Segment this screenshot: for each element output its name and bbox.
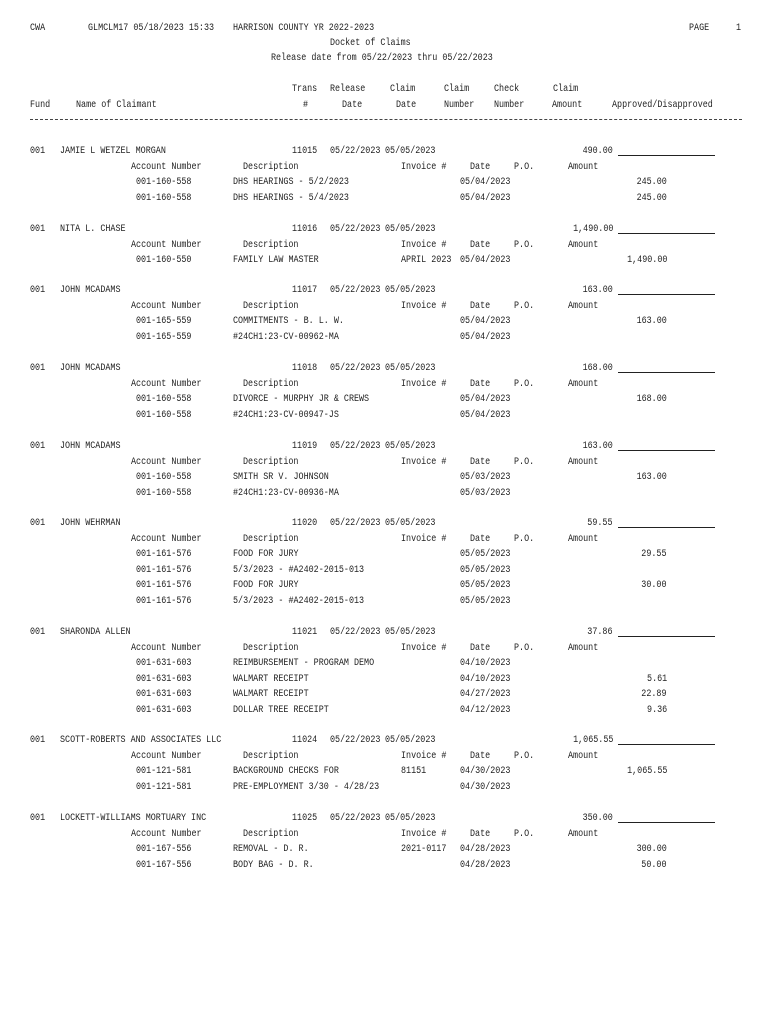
sub-header-invoice: Invoice # [401, 532, 447, 545]
line-description: FOOD FOR JURY [233, 579, 299, 591]
sub-header-po: P.O. [514, 455, 535, 468]
col-claim-number-bottom: Number [444, 99, 475, 111]
sub-header-account: Account Number [131, 455, 202, 468]
sub-header-po: P.O. [514, 827, 535, 840]
line-description: BODY BAG - D. R. [233, 858, 314, 871]
sub-header-invoice: Invoice # [401, 641, 447, 654]
claimant-name: JOHN MCADAMS [60, 284, 121, 296]
claim-amount: 350.00 [582, 812, 613, 824]
line-account: 001-167-556 [136, 843, 192, 855]
line-description: DIVORCE - MURPHY JR & CREWS [233, 393, 370, 405]
sub-header-date: Date [470, 455, 491, 468]
sub-header-po: P.O. [514, 377, 535, 390]
claim-fund: 001 [30, 734, 46, 746]
sub-header-date: Date [470, 299, 491, 312]
sub-header-description: Description [243, 641, 299, 654]
sub-header-description: Description [243, 238, 299, 251]
line-date: 04/12/2023 [460, 703, 511, 716]
line-date: 04/28/2023 [460, 843, 511, 855]
claim-fund: 001 [30, 362, 46, 374]
approval-line[interactable] [618, 294, 715, 295]
claim-release-date: 05/22/2023 [330, 223, 381, 235]
line-account: 001-160-558 [136, 393, 192, 405]
line-amount: 1,065.55 [626, 765, 667, 777]
sub-header-invoice: Invoice # [401, 238, 447, 251]
line-account: 001-165-559 [136, 330, 192, 343]
claim-trans-number: 11018 [292, 362, 318, 374]
page-label: PAGE [689, 22, 710, 34]
sub-header-po: P.O. [514, 641, 535, 654]
col-claim-date: Claim [390, 83, 416, 95]
line-account: 001-631-603 [136, 703, 192, 716]
line-date: 05/05/2023 [460, 579, 511, 591]
line-date: 05/04/2023 [460, 330, 511, 343]
sub-header-account: Account Number [131, 749, 202, 762]
sub-header-amount: Amount [568, 641, 599, 654]
claim-amount: 59.55 [587, 517, 613, 529]
claim-date: 05/05/2023 [385, 812, 436, 824]
line-account: 001-631-603 [136, 672, 192, 685]
line-invoice: 81151 [401, 765, 427, 777]
claim-release-date: 05/22/2023 [330, 812, 381, 824]
line-invoice: 2021-0117 [401, 843, 447, 855]
line-account: 001-167-556 [136, 858, 192, 871]
sub-header-invoice: Invoice # [401, 377, 447, 390]
line-account: 001-160-558 [136, 408, 192, 421]
line-date: 04/30/2023 [460, 765, 511, 777]
line-description: DOLLAR TREE RECEIPT [233, 703, 329, 716]
sub-header-date: Date [470, 749, 491, 762]
sub-header-description: Description [243, 532, 299, 545]
sub-header-po: P.O. [514, 160, 535, 173]
sub-header-account: Account Number [131, 377, 202, 390]
sub-header-amount: Amount [568, 377, 599, 390]
sub-header-account: Account Number [131, 299, 202, 312]
claim-fund: 001 [30, 440, 46, 452]
sub-header-account: Account Number [131, 641, 202, 654]
sub-header-description: Description [243, 749, 299, 762]
line-date: 04/28/2023 [460, 858, 511, 871]
line-date: 05/03/2023 [460, 471, 511, 483]
sub-header-date: Date [470, 532, 491, 545]
line-account: 001-161-576 [136, 594, 192, 607]
line-description: COMMITMENTS - B. L. W. [233, 315, 344, 327]
line-invoice: APRIL 2023 [401, 254, 452, 266]
claim-release-date: 05/22/2023 [330, 626, 381, 638]
sub-header-account: Account Number [131, 827, 202, 840]
claimant-name: SHARONDA ALLEN [60, 626, 131, 638]
line-account: 001-631-603 [136, 657, 192, 669]
sub-header-po: P.O. [514, 532, 535, 545]
line-date: 04/10/2023 [460, 672, 511, 685]
page-subtitle: Release date from 05/22/2023 thru 05/22/2023 [271, 52, 493, 64]
col-fund: Fund [30, 99, 51, 111]
claim-amount: 37.86 [587, 626, 613, 638]
line-date: 05/04/2023 [460, 191, 511, 204]
claim-trans-number: 11020 [292, 517, 318, 529]
claim-amount: 163.00 [582, 440, 613, 452]
line-description: DHS HEARINGS - 5/2/2023 [233, 176, 349, 188]
line-description: WALMART RECEIPT [233, 672, 309, 685]
claim-fund: 001 [30, 284, 46, 296]
sub-header-invoice: Invoice # [401, 827, 447, 840]
col-trans-bottom: # [303, 99, 309, 111]
line-description: BACKGROUND CHECKS FOR [233, 765, 339, 777]
line-amount: 1,490.00 [626, 254, 667, 266]
line-account: 001-160-558 [136, 191, 192, 204]
line-description: PRE-EMPLOYMENT 3/30 - 4/28/23 [233, 780, 380, 793]
line-description: #24CH1:23-CV-00947-JS [233, 408, 339, 421]
claim-release-date: 05/22/2023 [330, 362, 381, 374]
line-date: 05/05/2023 [460, 548, 511, 560]
claim-amount: 168.00 [582, 362, 613, 374]
line-description: SMITH SR V. JOHNSON [233, 471, 329, 483]
claim-amount: 1,490.00 [572, 223, 613, 235]
line-amount: 5.61 [646, 672, 667, 685]
claim-amount: 1,065.55 [572, 734, 613, 746]
approval-line[interactable] [618, 233, 715, 234]
sub-header-invoice: Invoice # [401, 160, 447, 173]
sub-header-description: Description [243, 377, 299, 390]
sub-header-po: P.O. [514, 299, 535, 312]
claim-amount: 490.00 [582, 145, 613, 157]
sub-header-description: Description [243, 299, 299, 312]
line-date: 04/10/2023 [460, 657, 511, 669]
claimant-name: LOCKETT-WILLIAMS MORTUARY INC [60, 812, 207, 824]
line-date: 05/04/2023 [460, 408, 511, 421]
line-date: 04/30/2023 [460, 780, 511, 793]
claim-fund: 001 [30, 145, 46, 157]
county-title: HARRISON COUNTY YR 2022-2023 [233, 22, 375, 34]
sub-header-date: Date [470, 238, 491, 251]
claim-date: 05/05/2023 [385, 517, 436, 529]
approval-line[interactable] [618, 744, 715, 745]
cwa-label: CWA [30, 22, 46, 34]
claimant-name: JAMIE L WETZEL MORGAN [60, 145, 166, 157]
sub-header-amount: Amount [568, 238, 599, 251]
line-amount: 245.00 [636, 176, 667, 188]
line-account: 001-121-581 [136, 765, 192, 777]
sub-header-date: Date [470, 377, 491, 390]
line-date: 05/05/2023 [460, 563, 511, 576]
claim-trans-number: 11024 [292, 734, 318, 746]
line-date: 05/03/2023 [460, 486, 511, 499]
line-amount: 9.36 [646, 703, 667, 716]
sub-header-amount: Amount [568, 455, 599, 468]
claim-trans-number: 11021 [292, 626, 318, 638]
approval-line[interactable] [618, 450, 715, 451]
sub-header-account: Account Number [131, 238, 202, 251]
col-claim-date-bottom: Date [396, 99, 417, 111]
col-check-bottom: Number [494, 99, 525, 111]
col-trans: Trans [292, 83, 318, 95]
claim-date: 05/05/2023 [385, 362, 436, 374]
approval-line[interactable] [618, 372, 715, 373]
line-description: REMOVAL - D. R. [233, 843, 309, 855]
sub-header-description: Description [243, 455, 299, 468]
sub-header-invoice: Invoice # [401, 749, 447, 762]
sub-header-amount: Amount [568, 532, 599, 545]
line-description: DHS HEARINGS - 5/4/2023 [233, 191, 349, 204]
line-amount: 168.00 [636, 393, 667, 405]
claim-fund: 001 [30, 517, 46, 529]
line-date: 05/05/2023 [460, 594, 511, 607]
claim-fund: 001 [30, 626, 46, 638]
line-description: WALMART RECEIPT [233, 688, 309, 700]
claim-date: 05/05/2023 [385, 626, 436, 638]
line-date: 04/27/2023 [460, 688, 511, 700]
claim-release-date: 05/22/2023 [330, 440, 381, 452]
sub-header-date: Date [470, 641, 491, 654]
line-date: 05/04/2023 [460, 393, 511, 405]
claim-release-date: 05/22/2023 [330, 517, 381, 529]
line-description: #24CH1:23-CV-00936-MA [233, 486, 339, 499]
sub-header-po: P.O. [514, 238, 535, 251]
line-account: 001-160-558 [136, 486, 192, 499]
line-date: 05/04/2023 [460, 315, 511, 327]
claim-release-date: 05/22/2023 [330, 734, 381, 746]
line-amount: 245.00 [636, 191, 667, 204]
claimant-name: NITA L. CHASE [60, 223, 126, 235]
line-account: 001-160-550 [136, 254, 192, 266]
line-account: 001-161-576 [136, 563, 192, 576]
line-account: 001-165-559 [136, 315, 192, 327]
claim-fund: 001 [30, 812, 46, 824]
sub-header-date: Date [470, 827, 491, 840]
line-amount: 50.00 [641, 858, 667, 871]
line-date: 05/04/2023 [460, 176, 511, 188]
line-account: 001-121-581 [136, 780, 192, 793]
sub-header-description: Description [243, 827, 299, 840]
line-amount: 22.89 [641, 688, 667, 700]
page-title: Docket of Claims [330, 37, 411, 49]
claim-release-date: 05/22/2023 [330, 284, 381, 296]
report-id: GLMCLM17 05/18/2023 15:33 [88, 22, 215, 34]
claim-trans-number: 11015 [292, 145, 318, 157]
approval-line[interactable] [618, 527, 715, 528]
claim-fund: 001 [30, 223, 46, 235]
sub-header-description: Description [243, 160, 299, 173]
claimant-name: SCOTT-ROBERTS AND ASSOCIATES LLC [60, 734, 222, 746]
line-description: 5/3/2023 - #A2402-2015-013 [233, 563, 365, 576]
claimant-name: JOHN MCADAMS [60, 362, 121, 374]
page-number: 1 [736, 22, 742, 34]
claim-trans-number: 11025 [292, 812, 318, 824]
col-release: Release [330, 83, 366, 95]
claim-date: 05/05/2023 [385, 734, 436, 746]
claimant-name: JOHN WEHRMAN [60, 517, 121, 529]
sub-header-account: Account Number [131, 532, 202, 545]
line-amount: 163.00 [636, 471, 667, 483]
line-account: 001-161-576 [136, 548, 192, 560]
claimant-name: JOHN MCADAMS [60, 440, 121, 452]
col-claim-amount-bottom: Amount [552, 99, 583, 111]
line-description: FOOD FOR JURY [233, 548, 299, 560]
sub-header-invoice: Invoice # [401, 299, 447, 312]
line-description: 5/3/2023 - #A2402-2015-013 [233, 594, 365, 607]
sub-header-amount: Amount [568, 749, 599, 762]
claim-date: 05/05/2023 [385, 284, 436, 296]
line-date: 05/04/2023 [460, 254, 511, 266]
header-divider [30, 119, 742, 120]
approval-line[interactable] [618, 636, 715, 637]
col-release-bottom: Date [342, 99, 363, 111]
claim-date: 05/05/2023 [385, 145, 436, 157]
sub-header-po: P.O. [514, 749, 535, 762]
line-description: FAMILY LAW MASTER [233, 254, 319, 266]
approval-line[interactable] [618, 155, 715, 156]
line-amount: 30.00 [641, 579, 667, 591]
claim-trans-number: 11016 [292, 223, 318, 235]
col-claim-amount: Claim [553, 83, 579, 95]
line-account: 001-161-576 [136, 579, 192, 591]
line-amount: 29.55 [641, 548, 667, 560]
sub-header-account: Account Number [131, 160, 202, 173]
col-approved: Approved/Disapproved [612, 99, 713, 111]
line-description: #24CH1:23-CV-00962-MA [233, 330, 339, 343]
claim-date: 05/05/2023 [385, 223, 436, 235]
claim-trans-number: 11017 [292, 284, 318, 296]
line-amount: 163.00 [636, 315, 667, 327]
claim-trans-number: 11019 [292, 440, 318, 452]
claim-date: 05/05/2023 [385, 440, 436, 452]
sub-header-amount: Amount [568, 160, 599, 173]
line-account: 001-160-558 [136, 471, 192, 483]
sub-header-invoice: Invoice # [401, 455, 447, 468]
line-account: 001-631-603 [136, 688, 192, 700]
col-check: Check [494, 83, 520, 95]
line-account: 001-160-558 [136, 176, 192, 188]
col-claim-number: Claim [444, 83, 470, 95]
sub-header-date: Date [470, 160, 491, 173]
approval-line[interactable] [618, 822, 715, 823]
line-description: REIMBURSEMENT - PROGRAM DEMO [233, 657, 375, 669]
sub-header-amount: Amount [568, 299, 599, 312]
claim-amount: 163.00 [582, 284, 613, 296]
col-claimant: Name of Claimant [76, 99, 157, 111]
sub-header-amount: Amount [568, 827, 599, 840]
line-amount: 300.00 [636, 843, 667, 855]
claim-release-date: 05/22/2023 [330, 145, 381, 157]
